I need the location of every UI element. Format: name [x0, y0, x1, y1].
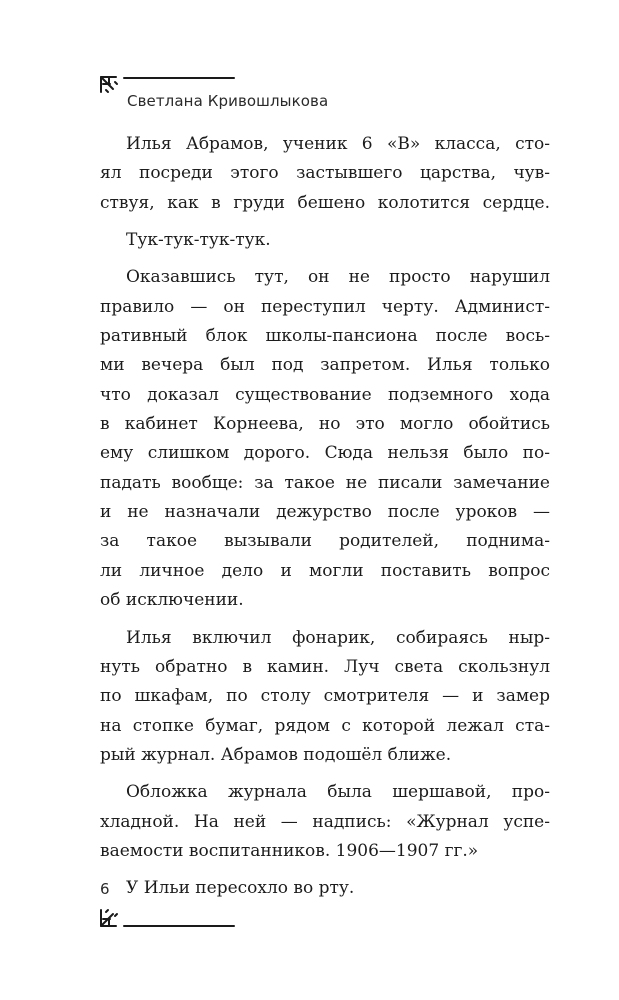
text-line: ли личное дело и могли поставить вопрос [100, 560, 550, 581]
text-line: в кабинет Корнеева, но это могло обойтись [100, 414, 550, 435]
body-text [100, 130, 550, 904]
text-line: У Ильи пересохло во рту. [126, 878, 355, 899]
text-line: хладной. На ней — надпись: «Журнал успе- [100, 811, 550, 832]
footer-ornament-icon [98, 902, 238, 930]
text-line: ваемости воспитанников. 1906—1907 гг.» [100, 840, 479, 861]
text-line: нуть обратно в камин. Луч света скользнул [100, 656, 550, 677]
paragraph-4 [100, 624, 550, 771]
text-line: что доказал существование подземного хода [100, 384, 550, 405]
text-line: рый журнал. Абрамов подошёл ближе. [100, 744, 452, 765]
paragraph-1 [100, 130, 550, 218]
text-line: ял посреди этого застывшего царства, чув- [100, 163, 550, 184]
text-line: Оказавшись тут, он не просто нарушил [126, 267, 550, 288]
text-line: по шкафам, по столу смотрителя — и замер [100, 686, 550, 707]
paragraph-3 [100, 263, 550, 615]
text-line: за такое вызывали родителей, поднима- [100, 531, 550, 552]
text-line: ми вечера был под запретом. Илья только [100, 355, 550, 376]
text-line: на стопке бумаг, рядом с которой лежал ста- [100, 715, 550, 736]
text-line: падать вообще: за такое не писали замечание [100, 472, 550, 493]
page-number: 6 [100, 880, 110, 898]
text-line: ему слишком дорого. Сюда нельзя было по- [100, 443, 550, 464]
sunburst-corner-icon [101, 77, 117, 92]
text-line: Тук-тук-тук-тук. [126, 230, 271, 251]
text-line: Илья Абрамов, ученик 6 «В» класса, сто- [126, 134, 550, 154]
text-line: ствуя, как в груди бешено колотится сердце. [100, 192, 550, 213]
paragraph-6 [100, 874, 550, 903]
text-line: правило — он переступил черту. Админист- [100, 296, 550, 317]
text-line: Обложка журнала была шершавой, про- [126, 782, 550, 803]
text-line: об исключении. [100, 590, 244, 611]
text-line: и не назначали дежурство после уроков — [100, 502, 550, 523]
text-line: ративный блок школы-пансиона после вось- [100, 326, 550, 347]
paragraph-2 [100, 226, 550, 255]
sunburst-corner-icon [101, 910, 117, 926]
text-line: Илья включил фонарик, собираясь ныр- [126, 627, 550, 648]
paragraph-5 [100, 778, 550, 866]
running-head-author: Светлана Кривошлыкова [127, 92, 329, 110]
